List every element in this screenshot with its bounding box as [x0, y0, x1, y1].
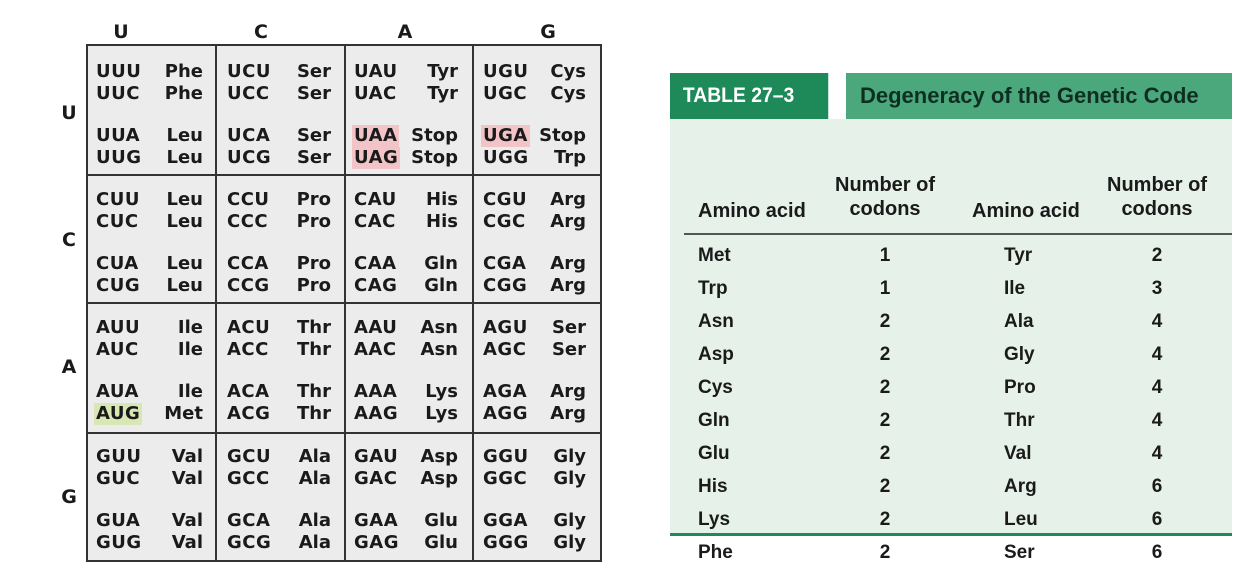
amino-acid-name: Val [1004, 443, 1032, 464]
codon-cell: AUG [96, 403, 141, 424]
amino-acid-cell: Pro [296, 211, 331, 232]
grid-horizontal-line [88, 432, 600, 434]
amino-acid-name: Ala [1004, 311, 1034, 332]
amino-acid-cell: Stop [539, 125, 586, 146]
header-line-2: codons [1121, 198, 1193, 220]
amino-acid-cell: Arg [550, 211, 586, 232]
codon-cell: CGG [483, 275, 528, 296]
codon-cell: CCC [227, 211, 269, 232]
amino-acid-name: Glu [698, 443, 730, 464]
codon-cell: UAU [354, 61, 398, 82]
codon-cell: UAA [354, 125, 398, 146]
codon-cell: CCG [227, 275, 270, 296]
codon-count: 1 [879, 245, 891, 266]
codon-cell: UUG [96, 147, 142, 168]
codon-cell: GUC [96, 468, 141, 489]
amino-acid-cell: Met [164, 403, 203, 424]
codon-count: 6 [1151, 509, 1163, 530]
codon-cell: AUC [96, 339, 139, 360]
amino-acid-name: Leu [1004, 509, 1038, 530]
amino-acid-cell: Asp [420, 446, 458, 467]
amino-acid-cell: Leu [166, 189, 203, 210]
degeneracy-table-body [670, 119, 1232, 563]
codon-cell: UGC [483, 83, 528, 104]
amino-acid-cell: Lys [425, 381, 458, 402]
amino-acid-name: Ser [1004, 542, 1035, 563]
codon-cell: AGU [483, 317, 528, 338]
codon-cell: CCU [227, 189, 270, 210]
codon-cell: GGU [483, 446, 529, 467]
codon-cell: GCA [227, 510, 271, 531]
codon-count: 6 [1151, 542, 1163, 563]
amino-acid-cell: Lys [425, 403, 458, 424]
codon-cell: GCU [227, 446, 272, 467]
codon-cell: CUA [96, 253, 139, 274]
codon-cell: GUG [96, 532, 142, 553]
amino-acid-cell: Tyr [427, 83, 458, 104]
codon-col-header: U [113, 21, 129, 43]
amino-acid-cell: Ala [298, 446, 331, 467]
codon-cell: CGU [483, 189, 528, 210]
amino-acid-cell: Pro [296, 189, 331, 210]
codon-cell: AGG [483, 403, 528, 424]
amino-acid-name: Gln [698, 410, 730, 431]
degeneracy-title-bar [670, 73, 1232, 119]
amino-acid-cell: Pro [296, 253, 331, 274]
codon-cell: GGC [483, 468, 528, 489]
amino-acid-cell: Stop [411, 125, 458, 146]
amino-acid-cell: Ile [177, 381, 203, 402]
amino-acid-cell: Arg [550, 381, 586, 402]
codon-cell: UCU [227, 61, 271, 82]
table-number-label: TABLE 27–3 [670, 73, 828, 119]
codon-cell: UAC [354, 83, 397, 104]
grid-horizontal-line [88, 174, 600, 176]
codon-cell: GGG [483, 532, 529, 553]
amino-acid-cell: Leu [166, 147, 203, 168]
amino-acid-cell: Cys [550, 61, 586, 82]
amino-acid-name: Met [698, 245, 731, 266]
table-title: Degeneracy of the Genetic Code [846, 73, 1232, 119]
codon-cell: GUU [96, 446, 142, 467]
amino-acid-cell: Gln [424, 253, 458, 274]
amino-acid-cell: Val [171, 446, 203, 467]
amino-acid-cell: His [426, 189, 458, 210]
codon-count: 2 [879, 542, 891, 563]
amino-acid-name: Cys [698, 377, 733, 398]
codon-col-header: G [540, 21, 556, 43]
codon-count: 2 [879, 476, 891, 497]
amino-acid-cell: Leu [166, 253, 203, 274]
amino-acid-cell: Arg [550, 403, 586, 424]
codon-cell: CGA [483, 253, 527, 274]
amino-acid-cell: Ser [296, 61, 331, 82]
amino-acid-cell: Trp [553, 147, 586, 168]
amino-acid-cell: Thr [297, 339, 331, 360]
amino-acid-cell: Phe [164, 83, 203, 104]
header-number-of-codons-left [830, 173, 940, 221]
codon-cell: GCC [227, 468, 270, 489]
amino-acid-cell: Asn [420, 317, 458, 338]
codon-count: 2 [879, 311, 891, 332]
amino-acid-cell: Asn [420, 339, 458, 360]
codon-cell: AUU [96, 317, 141, 338]
amino-acid-cell: Ser [551, 339, 586, 360]
codon-count: 4 [1151, 311, 1163, 332]
codon-cell: CAA [354, 253, 397, 274]
codon-cell: AAC [354, 339, 397, 360]
amino-acid-cell: Ile [177, 339, 203, 360]
amino-acid-name: Lys [698, 509, 731, 530]
amino-acid-cell: Ile [177, 317, 203, 338]
codon-cell: AAU [354, 317, 398, 338]
amino-acid-cell: Glu [424, 532, 458, 553]
amino-acid-name: Tyr [1004, 245, 1033, 266]
codon-cell: AAA [354, 381, 398, 402]
codon-cell: CUC [96, 211, 139, 232]
amino-acid-cell: Val [171, 510, 203, 531]
codon-count: 4 [1151, 410, 1163, 431]
codon-cell: UAG [354, 147, 399, 168]
codon-count: 2 [879, 377, 891, 398]
codon-cell: UGA [483, 125, 528, 146]
codon-cell: ACA [227, 381, 270, 402]
amino-acid-cell: Leu [166, 275, 203, 296]
codon-count: 2 [879, 344, 891, 365]
amino-acid-name: Asp [698, 344, 734, 365]
codon-count: 2 [879, 509, 891, 530]
amino-acid-cell: Leu [166, 125, 203, 146]
amino-acid-cell: Arg [550, 189, 586, 210]
header-rule [684, 233, 1232, 235]
amino-acid-name: Thr [1004, 410, 1035, 431]
codon-cell: CAU [354, 189, 397, 210]
codon-table [0, 0, 620, 568]
codon-count: 4 [1151, 377, 1163, 398]
amino-acid-cell: Thr [297, 381, 331, 402]
amino-acid-cell: Ser [296, 125, 331, 146]
header-line-1: Number of [1107, 174, 1207, 196]
amino-acid-cell: Glu [424, 510, 458, 531]
amino-acid-cell: Asp [420, 468, 458, 489]
codon-count: 4 [1151, 344, 1163, 365]
amino-acid-name: Asn [698, 311, 734, 332]
amino-acid-cell: Thr [297, 403, 331, 424]
amino-acid-cell: Gly [553, 510, 586, 531]
codon-cell: GCG [227, 532, 272, 553]
codon-row-header: A [61, 356, 77, 378]
codon-cell: UUC [96, 83, 140, 104]
codon-cell: CAG [354, 275, 398, 296]
header-line-2: codons [849, 198, 921, 220]
amino-acid-name: His [698, 476, 728, 497]
codon-count: 2 [879, 443, 891, 464]
codon-cell: UCA [227, 125, 271, 146]
amino-acid-cell: Val [171, 532, 203, 553]
codon-row-header: G [61, 486, 77, 508]
amino-acid-name: Ile [1004, 278, 1026, 299]
codon-cell: AAG [354, 403, 399, 424]
codon-cell: UUA [96, 125, 141, 146]
codon-cell: GAA [354, 510, 399, 531]
codon-row-header: C [62, 229, 76, 251]
codon-cell: CUU [96, 189, 140, 210]
header-amino-acid-right: Amino acid [972, 200, 1080, 222]
codon-cell: GAG [354, 532, 399, 553]
codon-cell: AUA [96, 381, 139, 402]
codon-row-header: U [61, 102, 77, 124]
codon-col-header: A [397, 21, 413, 43]
amino-acid-cell: Ala [298, 468, 331, 489]
amino-acid-cell: Stop [411, 147, 458, 168]
codon-cell: UCG [227, 147, 272, 168]
amino-acid-cell: Gln [424, 275, 458, 296]
amino-acid-cell: Arg [550, 253, 586, 274]
amino-acid-name: Pro [1004, 377, 1036, 398]
amino-acid-cell: Ala [298, 510, 331, 531]
amino-acid-cell: Ser [296, 83, 331, 104]
header-number-of-codons-right [1102, 173, 1212, 221]
amino-acid-cell: Cys [550, 83, 586, 104]
codon-count: 2 [1151, 245, 1163, 266]
amino-acid-name: Arg [1004, 476, 1037, 497]
codon-col-header: C [254, 21, 268, 43]
codon-cell: ACG [227, 403, 271, 424]
amino-acid-cell: Pro [296, 275, 331, 296]
amino-acid-name: Trp [698, 278, 728, 299]
amino-acid-cell: Ser [296, 147, 331, 168]
amino-acid-cell: Tyr [427, 61, 458, 82]
codon-cell: AGA [483, 381, 528, 402]
amino-acid-name: Phe [698, 542, 733, 563]
amino-acid-cell: Ala [298, 532, 331, 553]
amino-acid-cell: Phe [164, 61, 203, 82]
codon-count: 4 [1151, 443, 1163, 464]
codon-grid [86, 44, 602, 562]
codon-cell: GAU [354, 446, 399, 467]
amino-acid-cell: Leu [166, 211, 203, 232]
codon-cell: GAC [354, 468, 398, 489]
amino-acid-cell: Gly [553, 532, 586, 553]
codon-cell: CGC [483, 211, 526, 232]
codon-count: 3 [1151, 278, 1163, 299]
amino-acid-cell: Thr [297, 317, 331, 338]
codon-cell: CCA [227, 253, 269, 274]
codon-cell: ACC [227, 339, 269, 360]
codon-count: 6 [1151, 476, 1163, 497]
codon-cell: UUU [96, 61, 142, 82]
amino-acid-cell: Gly [553, 446, 586, 467]
codon-count: 1 [879, 278, 891, 299]
amino-acid-cell: Gly [553, 468, 586, 489]
codon-cell: AGC [483, 339, 527, 360]
codon-count: 2 [879, 410, 891, 431]
header-line-1: Number of [835, 174, 935, 196]
codon-cell: ACU [227, 317, 271, 338]
codon-cell: UGG [483, 147, 529, 168]
codon-cell: UGU [483, 61, 529, 82]
amino-acid-cell: Ser [551, 317, 586, 338]
codon-cell: UCC [227, 83, 270, 104]
grid-horizontal-line [88, 302, 600, 304]
codon-cell: GUA [96, 510, 141, 531]
header-amino-acid-left: Amino acid [698, 200, 806, 222]
amino-acid-cell: His [426, 211, 458, 232]
codon-cell: CAC [354, 211, 396, 232]
codon-cell: CUG [96, 275, 141, 296]
codon-cell: GGA [483, 510, 528, 531]
amino-acid-cell: Arg [550, 275, 586, 296]
amino-acid-name: Gly [1004, 344, 1035, 365]
amino-acid-cell: Val [171, 468, 203, 489]
